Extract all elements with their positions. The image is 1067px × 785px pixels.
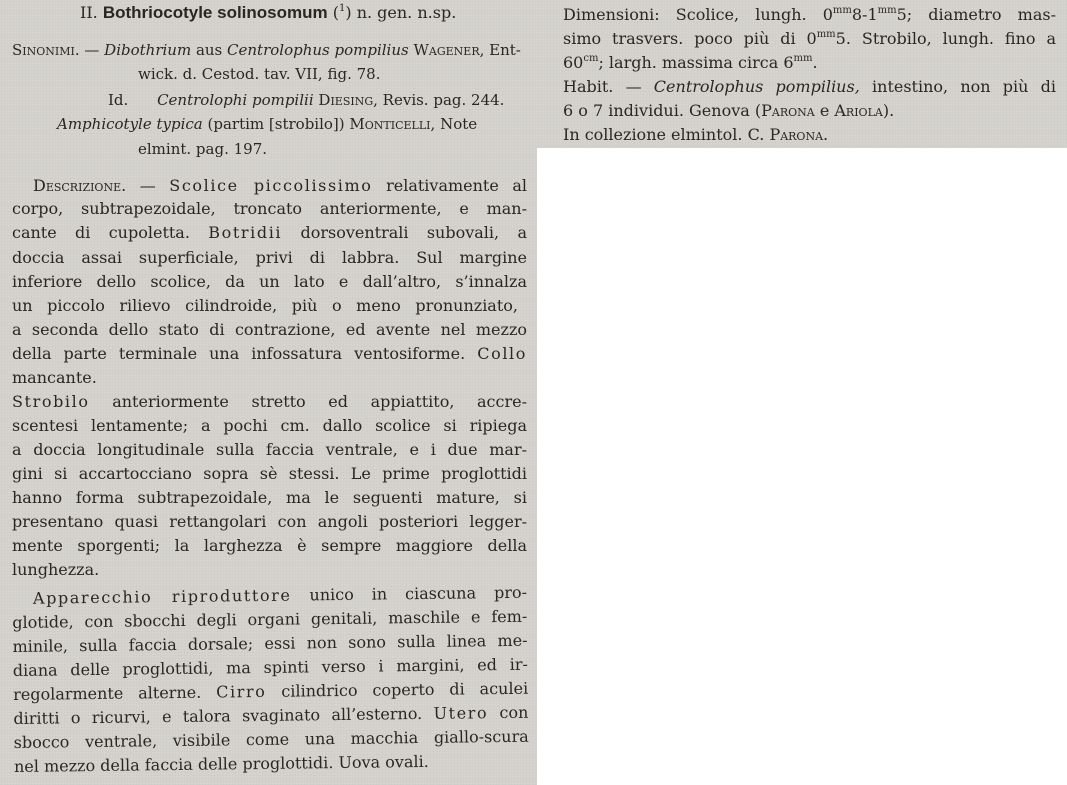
- footnote-paren-close: ): [345, 3, 352, 22]
- strobilo-line-3: a doccia longitudinale sulla faccia ventrale, e i due mar-: [12, 440, 527, 459]
- text-run: regolarmente alterne.: [13, 682, 202, 704]
- synonyms-lead: Sinonimi. —: [12, 41, 100, 59]
- descrizione-line-5: inferiore dello scolice, da un lato e dall’altro, s’innalza: [12, 272, 527, 291]
- text-run: 5. Strobilo, lungh. fino a: [835, 29, 1057, 48]
- habitat-line-1: [563, 76, 1056, 98]
- apparecchio-line-1: [33, 582, 527, 610]
- spaced-term: Cirro: [216, 681, 267, 702]
- descrizione-line-2: corpo, subtrapezoidale, troncato anteriormente, e man-: [12, 199, 527, 218]
- collection-line: [563, 124, 828, 146]
- text-run: relativamente al: [386, 176, 528, 195]
- unit-superscript: mm: [877, 5, 897, 16]
- descrizione-lead: Descrizione. —: [33, 176, 156, 195]
- descrizione-line-4: doccia assai superficiale, privi di labbra. Sul margine: [12, 248, 527, 267]
- author-name: Parona: [761, 101, 815, 120]
- dimensions-line-1: [563, 4, 1056, 26]
- descrizione-line-6: un piccolo rilievo cilindroide, più o meno pronunziato,: [12, 296, 518, 315]
- text-run: ; largh. massima circa 6: [598, 53, 794, 72]
- taxon-status: n. gen. n.sp.: [356, 3, 457, 22]
- spaced-term: Collo: [477, 344, 527, 363]
- spaced-term: Scolice piccolissimo: [169, 176, 373, 195]
- dimensions-line-2: [563, 28, 1056, 50]
- habitat-lead: Habit. —: [563, 77, 642, 96]
- synonym-tail: Note: [440, 115, 478, 133]
- strobilo-line-6: presentano quasi rettangolari con angoli posteriori legger-: [12, 512, 527, 531]
- synonym-tail: Ent-: [489, 41, 521, 59]
- synonym-author: Wagener,: [413, 41, 485, 59]
- author-name: Ariola: [834, 101, 883, 120]
- synonym-tail: Revis. pag. 244.: [382, 91, 505, 109]
- spaced-term: Utero: [433, 703, 489, 723]
- synonym-name: Centrolophi pompilii: [157, 91, 314, 109]
- habitat-line-2: [563, 100, 894, 122]
- text-run: Dimensioni: Scolice, lungh. 0: [563, 5, 833, 24]
- strobilo-line-2: scentesi lentamente; a pochi cm. dallo scolice si ripiega: [12, 416, 527, 435]
- text-run: 8-1: [851, 5, 878, 24]
- unit-superscript: mm: [793, 53, 813, 64]
- apparecchio-line-8: nel mezzo della faccia delle proglottidi. Uova ovali.: [13, 751, 429, 776]
- text-run: della parte terminale una infossatura ventosiforme.: [12, 344, 466, 363]
- unit-superscript: mm: [816, 29, 836, 40]
- unit-superscript: cm: [583, 53, 599, 64]
- apparecchio-line-7: sbocco ventrale, visibile come una macchia giallo-scura: [13, 726, 529, 752]
- text-run: unico in ciascuna pro-: [309, 582, 528, 605]
- section-numeral: II.: [80, 3, 98, 22]
- descrizione-line-9: mancante.: [12, 368, 97, 387]
- descrizione-line-7: a seconda dello stato di contrazione, ed avente nel mezzo: [12, 320, 527, 339]
- text-run: e: [819, 101, 830, 120]
- text-run: .: [812, 53, 818, 72]
- strobilo-line-4: gini si accartocciano sopra sè stessi. Le prime proglottidi: [12, 464, 527, 483]
- text-run: intestino, non più di: [872, 77, 1057, 96]
- spaced-term: Botridii: [208, 223, 283, 242]
- text-run: .: [823, 125, 829, 144]
- text-run: 6 o 7 individui. Genova (: [563, 101, 762, 120]
- text-run: simo trasvers. poco più di 0: [563, 29, 817, 48]
- synonym-name: Dibothrium: [104, 41, 192, 59]
- footnote-marker: 1: [338, 3, 346, 14]
- text-run: diritti o ricurvi, e talora svaginato all’esterno.: [13, 703, 423, 728]
- text-run: In collezione elmintol. C.: [563, 125, 765, 144]
- text-run: dorsoventrali subovali, a: [300, 223, 527, 242]
- taxon-name: Bothriocotyle solinosomum: [102, 3, 328, 22]
- synonym-author: Diesing,: [318, 91, 378, 109]
- dimensions-line-3: [563, 52, 818, 74]
- synonyms-line-5: elmint. pag. 197.: [138, 140, 268, 158]
- host-name: Centrolophus pompilius,: [653, 77, 860, 96]
- synonym-note: (partim [strobilo]): [207, 115, 345, 133]
- apparecchio-line-4: diana delle proglottidi, ma spinti verso i margini, ed ir-: [12, 654, 528, 680]
- text-run: 60: [563, 53, 584, 72]
- synonym-connector: aus: [195, 41, 223, 59]
- synonym-author: Monticelli,: [349, 115, 436, 133]
- text-run: 5; diametro mas-: [896, 5, 1056, 24]
- footnote-paren-open: (: [332, 3, 339, 22]
- apparecchio-line-3: minile, sulla faccia dorsale; essi non sono sulla linea me-: [12, 630, 528, 656]
- synonyms-line-2: wick. d. Cestod. tav. VII, fig. 78.: [138, 65, 381, 83]
- text-run: ).: [882, 101, 895, 120]
- strobilo-line-5: hanno forma subtrapezoidale, ma le seguenti mature, si: [12, 488, 527, 507]
- strobilo-line-8: lunghezza.: [12, 560, 100, 579]
- synonym-name: Amphicotyle typica: [57, 115, 203, 133]
- text-run: cante di cupoletta.: [12, 223, 190, 242]
- spaced-term: Apparecchio riproduttore: [32, 585, 292, 608]
- synonym-idem: Id.: [108, 91, 129, 109]
- text-run: cilindrico coperto di aculei: [281, 678, 529, 701]
- strobilo-line-7: mente sporgenti; la larghezza è sempre maggiore della: [12, 536, 527, 555]
- author-name: Parona: [769, 125, 824, 144]
- spaced-term: Strobilo: [12, 392, 90, 411]
- synonym-host: Centrolophus pompilius: [227, 41, 409, 59]
- apparecchio-line-2: glotide, con sbocchi degli organi genitali, maschile e fem-: [12, 606, 528, 632]
- text-run: con: [499, 702, 529, 723]
- text-run: anteriormente stretto ed appiattito, accre-: [112, 392, 527, 411]
- unit-superscript: mm: [832, 5, 852, 16]
